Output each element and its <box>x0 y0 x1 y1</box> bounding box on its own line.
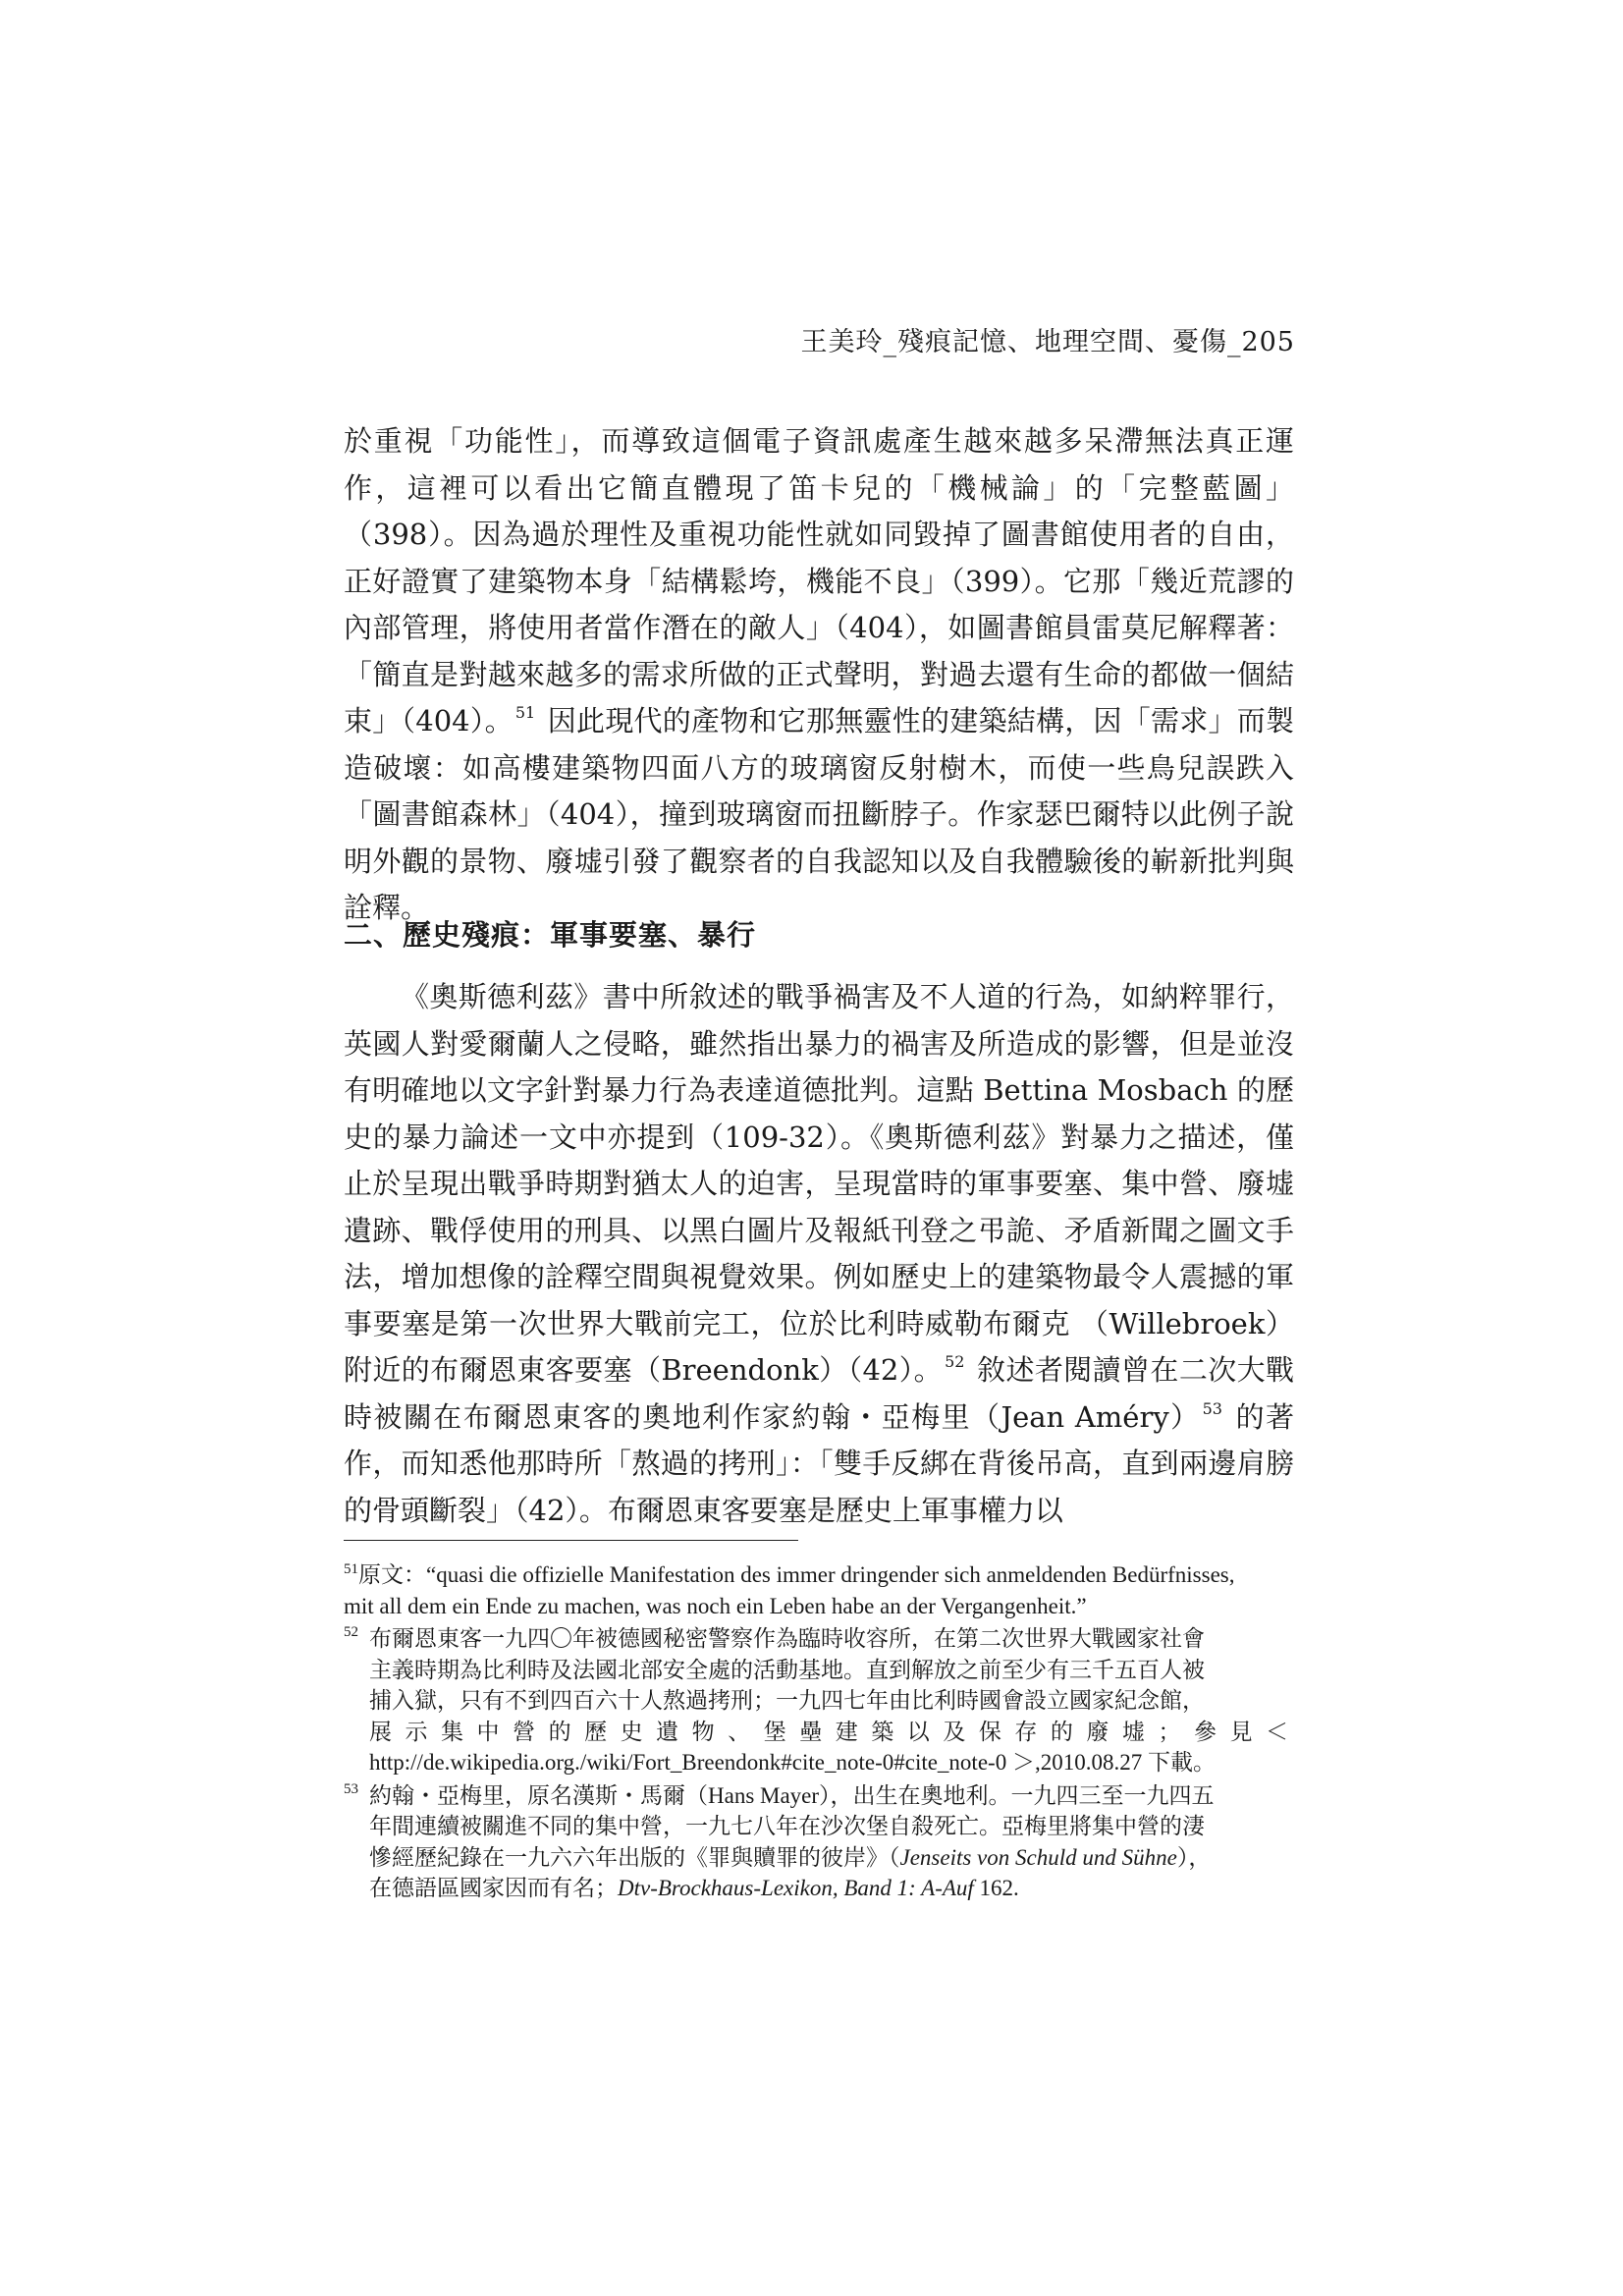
paragraph-text: 於重視「功能性」，而導致這個電子資訊處產生越來越多呆滯無法真正運作，這裡可以看出它簡直體現了笛卡兒的「機械論」的「完整藍圖」（398）。因為過於理性及重視功能性就如同毀掉了圖書館使用者的自由，正好證實了建築物本身「結構鬆垮，機能不良」（399）。它那「幾近荒謬的內部管理，將使用者當作潛在的敵人」（404），如圖書館員雷莫尼解釋著：「簡直是對越來越多的需求所做的正式聲明，對過去還有生命的都做一個結束」（404）。 <box>344 424 1294 738</box>
footnote-link[interactable]: http://de.wikipedia.org./wiki/Fort_Breendonk#cite_note-0#cite_note-0 ＞,2010.08.27 下載。 <box>369 1750 1216 1775</box>
footnote-ref-52[interactable]: 52 <box>945 1352 965 1371</box>
body-paragraph-2 <box>344 974 1294 1534</box>
footnote-text: ）， <box>1176 1844 1212 1870</box>
running-head: 王美玲_殘痕記憶、地理空間、憂傷_205 <box>800 327 1295 357</box>
footnote-text: 原文：“quasi die offizielle Manifestation des immer dringender sich anmeldenden Bedürfnisses, <box>358 1562 1235 1587</box>
footnote-ref-53[interactable]: 53 <box>1202 1398 1222 1418</box>
footnote-51 <box>344 1559 1294 1621</box>
footnote-text: 在德語區國家因而有名； <box>369 1876 618 1900</box>
footnote-text: 捕入獄，只有不到四百六十人熬過拷刑；一九四七年由比利時國會設立國家紀念館， <box>369 1688 1205 1713</box>
body-paragraph-1 <box>344 418 1294 932</box>
footnote-text: mit all dem ein Ende zu machen, was noch ein Leben habe an der Vergangenheit.” <box>344 1593 1087 1618</box>
footnote-text: 主義時期為比利時及法國北部安全處的活動基地。直到解放之前至少有三千五百人被 <box>369 1657 1205 1682</box>
footnote-text: 年間連續被關進不同的集中營，一九七八年在沙次堡自殺死亡。亞梅里將集中營的淒 <box>369 1814 1205 1838</box>
footnote-text: 展示集中營的歷史遺物、堡壘建築以及保存的廢墟；參見＜ <box>369 1719 1294 1744</box>
footnote-52 <box>344 1623 1294 1778</box>
paragraph-text: 《奧斯德利茲》書中所敘述的戰爭禍害及不人道的行為，如納粹罪行，英國人對愛爾蘭人之侵略，雖然指出暴力的禍害及所造成的影響，但是並沒有明確地以文字針對暴力行為表達道德批判。這點 Bettina Mosbach 的歷史的暴力論述一文中亦提到（109-32）。《奧斯德利茲》對暴力之描述，僅止於呈現出戰爭時期對猶太人的迫害，呈現當時的軍事要塞、集中營、廢墟遺跡、戰俘使用的刑具、以黑白圖片及報紙刊登之弔詭、矛盾新聞之圖文手法，增加想像的詮釋空間與視覺效果。例如歷史上的建築物最令人震撼的軍事要塞是第一次世界大戰前完工，位於比利時威勒布爾克 （Willebroek）附近的布爾恩東客要塞（Breendonk）（42）。 <box>344 980 1294 1387</box>
paragraph-text: 敘述者閱讀曾在二次大戰時被關在布爾恩東客的奧地利作家約翰・亞梅里（Jean Améry） <box>344 1353 1295 1434</box>
footnote-text: 布爾恩東客一九四〇年被德國秘密警察作為臨時收容所，在第二次世界大戰國家社會 <box>369 1626 1205 1651</box>
book-title: Jenseits von Schuld und Sühne <box>899 1844 1177 1870</box>
paragraph-text: 的著作，而知悉他那時所「熬過的拷刑」：「雙手反綁在背後吊高，直到兩邊肩膀的骨頭斷裂」（42）。布爾恩東客要塞是歷史上軍事權力以 <box>344 1399 1294 1527</box>
footnote-separator <box>344 1540 798 1541</box>
footnote-text: 約翰・亞梅里，原名漢斯・馬爾（Hans Mayer），出生在奧地利。一九四三至一九四五 <box>369 1782 1215 1808</box>
footnote-ref-51[interactable]: 51 <box>514 703 536 722</box>
footnote-text: 慘經歷紀錄在一九六六年出版的《罪與贖罪的彼岸》（ <box>369 1844 900 1870</box>
footnote-number: 52 <box>344 1624 358 1640</box>
paragraph-text: 因此現代的產物和它那無靈性的建築結構，因「需求」而製造破壞：如高樓建築物四面八方的玻璃窗反射樹木，而使一些鳥兒誤跌入「圖書館森林」（404），撞到玻璃窗而扭斷脖子。作家瑟巴爾特以此例子說明外觀的景物、廢墟引發了觀察者的自我認知以及自我體驗後的嶄新批判與詮釋。 <box>344 704 1294 924</box>
section-heading: 二、歷史殘痕：軍事要塞、暴行 <box>344 918 757 952</box>
footnote-53 <box>344 1780 1294 1904</box>
footnote-text: 162. <box>973 1876 1019 1900</box>
reference-title: Dtv-Brockhaus-Lexikon, Band 1: A-Auf <box>618 1876 974 1900</box>
footnote-number: 51 <box>344 1561 358 1577</box>
footnotes <box>344 1559 1294 1906</box>
footnote-number: 53 <box>344 1780 358 1797</box>
